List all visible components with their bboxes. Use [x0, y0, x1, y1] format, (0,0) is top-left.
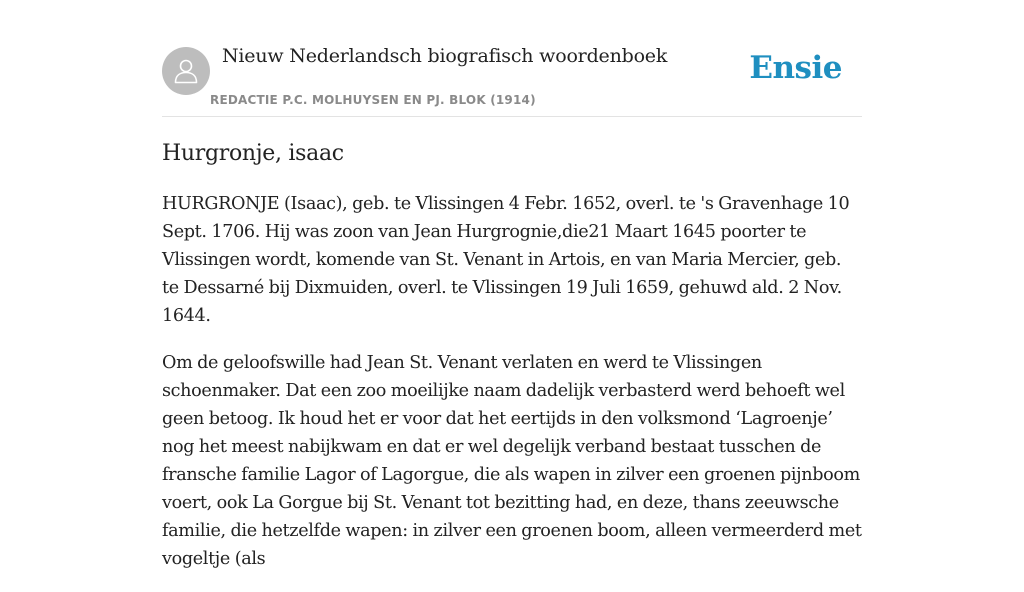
entry-paragraph: Om de geloofswille had Jean St. Venant verlaten en werd te Vlissingen schoenmaker. Dat een zoo moeilijke naam dadelijk verbasterd werd behoeft wel geen betoog. Ik houd het er voor dat het eertijds in den volksmond ‘Lagroenje’ nog het meest nabijkwam en dat er wel degelijk verband bestaat tusschen de fransche familie Lagor of Lagorgue, die als wapen in zilver een groenen pijnboom voert, ook La Gorgue bij St. Venant tot bezitting had, en deze, thans zeeuwsche familie, die hetzelfde wapen: in zilver een groenen boom, alleen vermeerderd met vogeltje (als [162, 353, 862, 569]
user-icon [174, 58, 198, 84]
entry-content [162, 138, 862, 592]
avatar[interactable] [162, 47, 210, 95]
entry-paragraph: HURGRONJE (Isaac), geb. te Vlissingen 4 Febr. 1652, overl. te 's Gravenhage 10 Sept. 1706. Hij was zoon van Jean Hurgrognie,die21 Maart 1645 poorter te Vlissingen wordt, komende van St. Venant in Artois, en van Maria Mercier, geb. te Dessarné bij Dixmuiden, overl. te Vlissingen 19 Juli 1659, gehuwd ald. 2 Nov. 1644. [162, 194, 850, 326]
source-header [162, 0, 862, 117]
brand-logo[interactable]: Ensie [749, 50, 842, 86]
source-subtitle: REDACTIE P.C. MOLHUYSEN EN PJ. BLOK (1914) [210, 93, 536, 107]
source-title[interactable]: Nieuw Nederlandsch biografisch woordenboek [222, 45, 668, 67]
entry-title: Hurgronje, isaac [162, 141, 344, 166]
